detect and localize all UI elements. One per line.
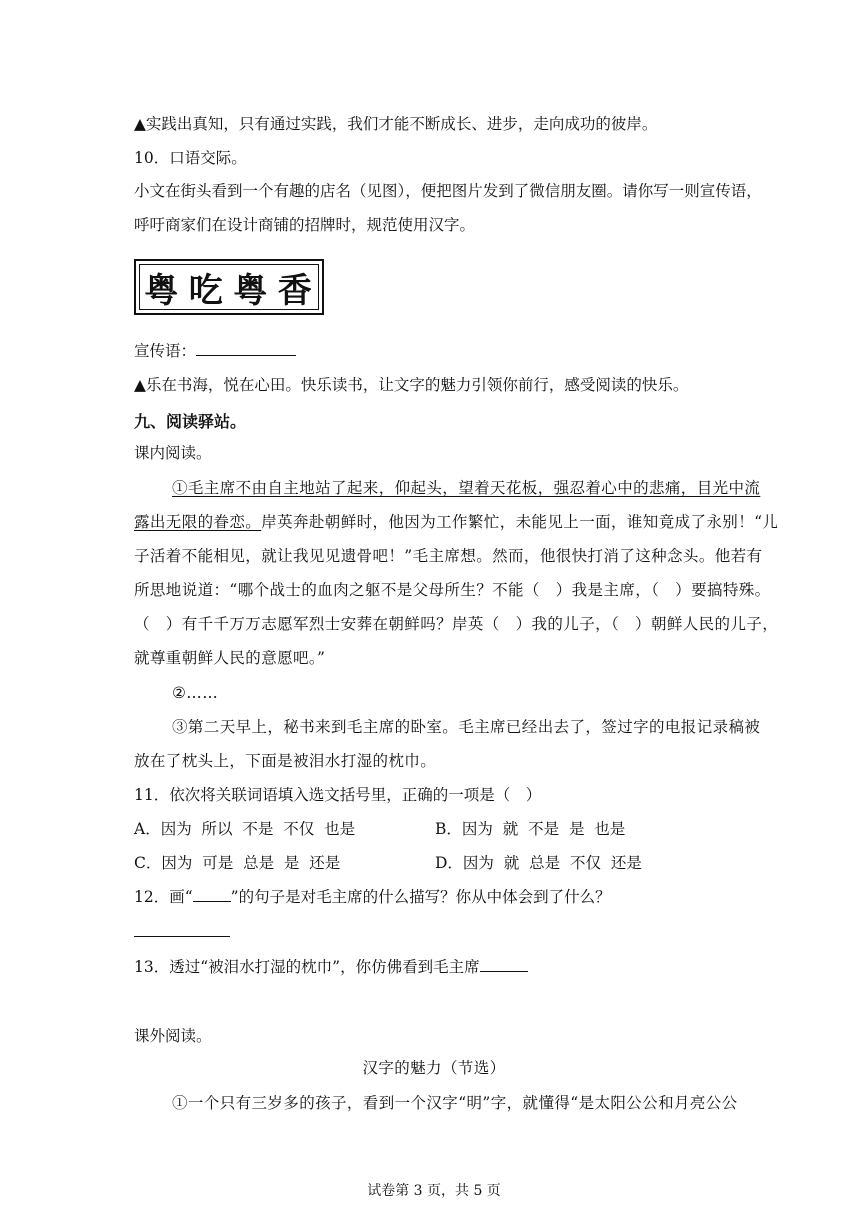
question-12-stem-start: 12．画“ [134, 888, 193, 906]
question-10-prompt-line-2: 呼吁商家们在设计商铺的招牌时，规范使用汉字。 [134, 216, 476, 234]
passage-p1-line-2-rest: 岸英奔赴朝鲜时，他因为工作繁忙，未能见上一面，谁知竟成了永别！“儿 [261, 513, 779, 531]
outside-reading-title: 汉字的魅力（节选） [362, 1059, 506, 1077]
sign-char-1: 粤 [144, 270, 181, 311]
passage-p1-line-6: 就尊重朝鲜人民的意愿吧。” [134, 649, 326, 667]
sign-char-4: 香 [277, 270, 314, 311]
exhortation-line-1: ▲实践出真知，只有通过实践，我们才能不断成长、进步，走向成功的彼岸。 [134, 115, 658, 133]
slogan-label: 宣传语： [134, 342, 197, 360]
question-12-stem [134, 887, 611, 907]
question-10-prompt-line-1: 小文在街头看到一个有趣的店名（见图），便把图片发到了微信朋友圈。请你写一则宣传语， [134, 182, 762, 200]
question-11-option-b[interactable]: B．因为 就 不是 是 也是 [435, 820, 626, 838]
question-11-stem: 11．依次将关联词语填入选文括号里，正确的一项是（ ） [134, 786, 542, 804]
passage-p3-line-2: 放在了枕头上，下面是被泪水打湿的枕巾。 [134, 752, 437, 770]
question-11-option-d[interactable]: D．因为 就 总是 不仅 还是 [435, 854, 642, 872]
passage-p1-line-5: （ ）有千千万万志愿军烈士安葬在朝鲜吗？岸英（ ）我的儿子，（ ）朝鲜人民的儿子， [134, 615, 779, 633]
question-10-title: 10．口语交际。 [134, 149, 247, 167]
passage-p2: ②…… [172, 684, 219, 702]
sign-char-2: 吃 [188, 270, 225, 311]
question-12-answer-blank[interactable] [134, 936, 230, 937]
in-class-reading-label: 课内阅读。 [134, 444, 212, 462]
shop-sign-image [134, 259, 324, 315]
outside-reading-label: 课外阅读。 [134, 1027, 212, 1045]
passage-p1-line-4: 所思地说道：“哪个战士的血肉之躯不是父母所生？不能（ ）我是主席，（ ）要搞特殊。 [134, 581, 771, 599]
underline-mark-sample [193, 900, 231, 902]
passage-p1-line-2 [134, 512, 778, 532]
underlined-sentence-part-2: 露出无限的眷恋。 [134, 513, 262, 531]
section-heading: 九、阅读驿站。 [134, 412, 247, 431]
outside-reading-p1: ①一个只有三岁多的孩子，看到一个汉字“明”字，就懂得“是太阳公公和月亮公公 [172, 1094, 738, 1112]
underlined-sentence-part-1: ①毛主席不由自主地站了起来，仰起头，望着天花板，强忍着心中的悲痛，目光中流 [172, 479, 761, 497]
question-13-answer-blank[interactable] [480, 970, 528, 972]
slogan-answer-line [134, 341, 296, 361]
question-11-option-c[interactable]: C．因为 可是 总是 是 还是 [134, 854, 341, 872]
question-12-stem-end: ”的句子是对毛主席的什么描写？你从中体会到了什么？ [230, 888, 611, 906]
question-11-option-a[interactable]: A．因为 所以 不是 不仅 也是 [134, 820, 356, 838]
page-footer: 试卷第 3 页，共 5 页 [367, 1183, 501, 1199]
passage-p1-line-1 [172, 478, 760, 498]
question-13-stem [134, 957, 528, 977]
exhortation-line-2: ▲乐在书海，悦在心田。快乐读书，让文字的魅力引领你前行，感受阅读的快乐。 [134, 376, 689, 394]
slogan-blank[interactable] [196, 354, 296, 356]
question-13-stem-text: 13．透过“被泪水打湿的枕巾”，你仿佛看到毛主席 [134, 958, 480, 976]
sign-char-3: 粤 [233, 270, 270, 311]
passage-p3-line-1: ③第二天早上，秘书来到毛主席的卧室。毛主席已经出去了，签过字的电报记录稿被 [172, 718, 761, 736]
passage-p1-line-3: 子活着不能相见，就让我见见遗骨吧！”毛主席想。然而，他很快打消了这种念头。他若有 [134, 547, 763, 565]
